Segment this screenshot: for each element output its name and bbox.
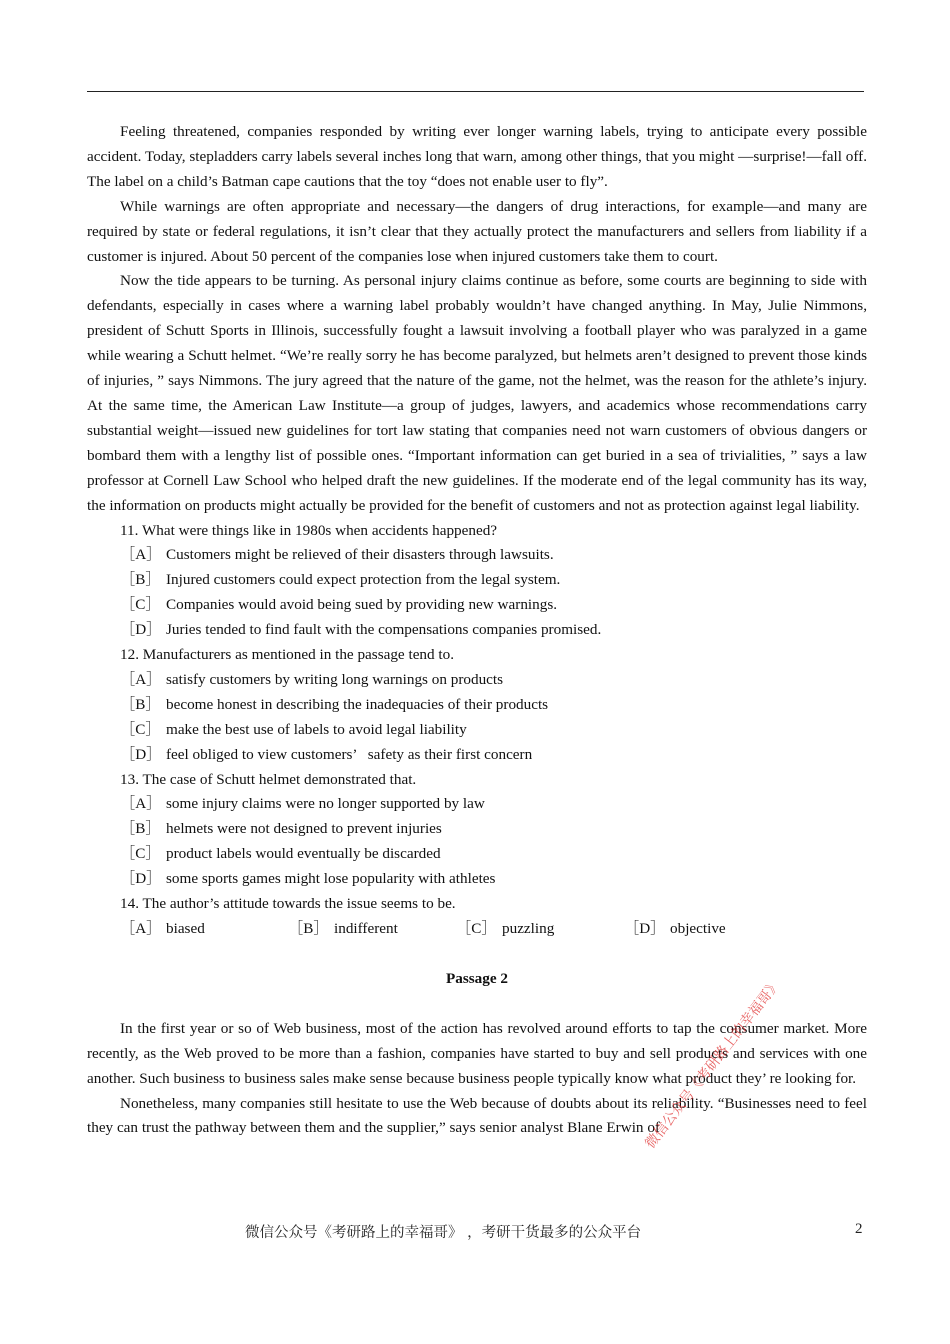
option-b xyxy=(87,693,867,718)
option-text: make the best use of labels to avoid legal liability xyxy=(166,720,467,738)
option-d xyxy=(87,743,867,768)
option-text: indifferent xyxy=(334,920,398,937)
question-13 xyxy=(87,768,867,893)
option-label: ［C］ xyxy=(456,920,497,937)
passage2-paragraph: Nonetheless, many companies still hesitate to use the Web because of doubts about its reliability. “Businesses need to feel they can trust the pathway between them and the supplier,” says senior analyst Blane Erwin of xyxy=(87,1094,867,1137)
question-stem: 13. The case of Schutt helmet demonstrated that. xyxy=(120,770,417,788)
option-text: Companies would avoid being sued by providing new warnings. xyxy=(166,596,558,614)
question-11 xyxy=(87,519,867,644)
passage1-paragraph: While warnings are often appropriate and necessary—the dangers of drug interactions, for example—and many are required by state or federal regulations, it isn’t clear that they actually protect the manufacturers and sellers from liability if a customer is injured. About 50 percent of the companies lose when injured customers take them to court. xyxy=(87,197,867,265)
option-c xyxy=(87,718,867,743)
option-a xyxy=(120,917,288,942)
header-rule xyxy=(87,91,864,92)
option-text: puzzling xyxy=(502,920,555,937)
option-label: ［A］ xyxy=(120,546,162,564)
option-label: ［C］ xyxy=(120,720,161,738)
option-c xyxy=(87,593,867,618)
option-text: Juries tended to find fault with the compensations companies promised. xyxy=(166,621,602,639)
option-label: ［D］ xyxy=(120,621,162,639)
option-label: ［C］ xyxy=(120,845,161,863)
option-label: ［A］ xyxy=(120,670,162,688)
watermark: 微信公众号《考研路上的幸福哥》 xyxy=(642,976,785,1152)
option-text: Customers might be relieved of their disasters through lawsuits. xyxy=(166,546,554,564)
passage2-title: Passage 2 xyxy=(445,969,508,987)
option-text: Injured customers could expect protection from the legal system. xyxy=(166,571,561,589)
question-12 xyxy=(87,643,867,768)
option-b xyxy=(87,817,867,842)
page-number: 2 xyxy=(855,1221,863,1237)
question-stem: 14. The author’s attitude towards the issue seems to be. xyxy=(120,895,456,913)
option-d xyxy=(87,618,867,643)
option-text: some injury claims were no longer supported by law xyxy=(166,795,485,813)
option-text: become honest in describing the inadequacies of their products xyxy=(166,695,549,713)
option-label: ［B］ xyxy=(120,695,161,713)
inline-options xyxy=(87,917,867,942)
option-text: satisfy customers by writing long warnings on products xyxy=(166,670,504,688)
question-14 xyxy=(87,892,867,942)
option-d xyxy=(87,867,867,892)
option-label: ［A］ xyxy=(120,795,162,813)
option-label: ［D］ xyxy=(624,920,666,937)
option-label: ［B］ xyxy=(120,571,161,589)
option-label: ［B］ xyxy=(120,820,161,838)
option-a xyxy=(87,668,867,693)
option-text: biased xyxy=(166,920,205,937)
option-label: ［D］ xyxy=(120,870,162,888)
option-b xyxy=(87,568,867,593)
option-d xyxy=(624,917,726,942)
page-content xyxy=(87,120,867,1141)
footer-text: 微信公众号《考研路上的幸福哥》 ，考研干货最多的公众平台 xyxy=(245,1225,642,1241)
option-label: ［C］ xyxy=(120,596,161,614)
option-a xyxy=(87,792,867,817)
option-text: feel obliged to view customers’ safety as their first concern xyxy=(166,745,533,763)
option-label: ［D］ xyxy=(120,745,162,763)
option-text: objective xyxy=(670,920,726,937)
option-text: helmets were not designed to prevent injuries xyxy=(166,820,442,838)
passage2-paragraph: In the first year or so of Web business, most of the action has revolved around efforts to tap the consumer market. More recently, as the Web proved to be more than a fashion, companies have started to buy and sell products and services with one another. Such business to business sales make sense because business people typically know what product they’ re looking for. xyxy=(87,1019,867,1087)
option-b xyxy=(288,917,456,942)
option-c xyxy=(456,917,624,942)
option-text: some sports games might lose popularity with athletes xyxy=(166,870,496,888)
passage1-paragraph: Now the tide appears to be turning. As personal injury claims continue as before, some courts are beginning to side with defendants, especially in cases where a warning label probably wouldn’t have changed anything. In May, Julie Nimmons, president of Schutt Sports in Illinois, successfully fought a lawsuit involving a football player who was paralyzed in a game while wearing a Schutt helmet. “We’re really sorry he has become paralyzed, but helmets aren’t designed to prevent those kinds of injuries, ” says Nimmons. The jury agreed that the nature of the game, not the helmet, was the reason for the athlete’s injury. At the same time, the American Law Institute—a group of judges, lawyers, and academics whose recommendations carry substantial weight—issued new guidelines for tort law stating that companies need not warn customers of obvious dangers or bombard them with a lengthy list of possible ones. “Important information can get buried in a sea of trivialities, ” says a law professor at Cornell Law School who helped draft the new guidelines. If the moderate end of the legal community has its way, the information on products might actually be provided for the benefit of customers and not as protection against legal liability. xyxy=(87,272,867,514)
option-label: ［B］ xyxy=(288,920,329,937)
question-stem: 11. What were things like in 1980s when accidents happened? xyxy=(120,521,498,539)
passage1-paragraph: Feeling threatened, companies responded by writing ever longer warning labels, trying to anticipate every possible accident. Today, stepladders carry labels several inches long that warn, among other things, that you might —surprise!—fall off. The label on a child’s Batman cape cautions that the toy “does not enable user to fly”. xyxy=(87,123,867,190)
option-text: product labels would eventually be discarded xyxy=(166,845,441,863)
option-c xyxy=(87,842,867,867)
option-a xyxy=(87,543,867,568)
option-label: ［A］ xyxy=(120,920,162,937)
question-stem: 12. Manufacturers as mentioned in the passage tend to. xyxy=(120,646,455,664)
